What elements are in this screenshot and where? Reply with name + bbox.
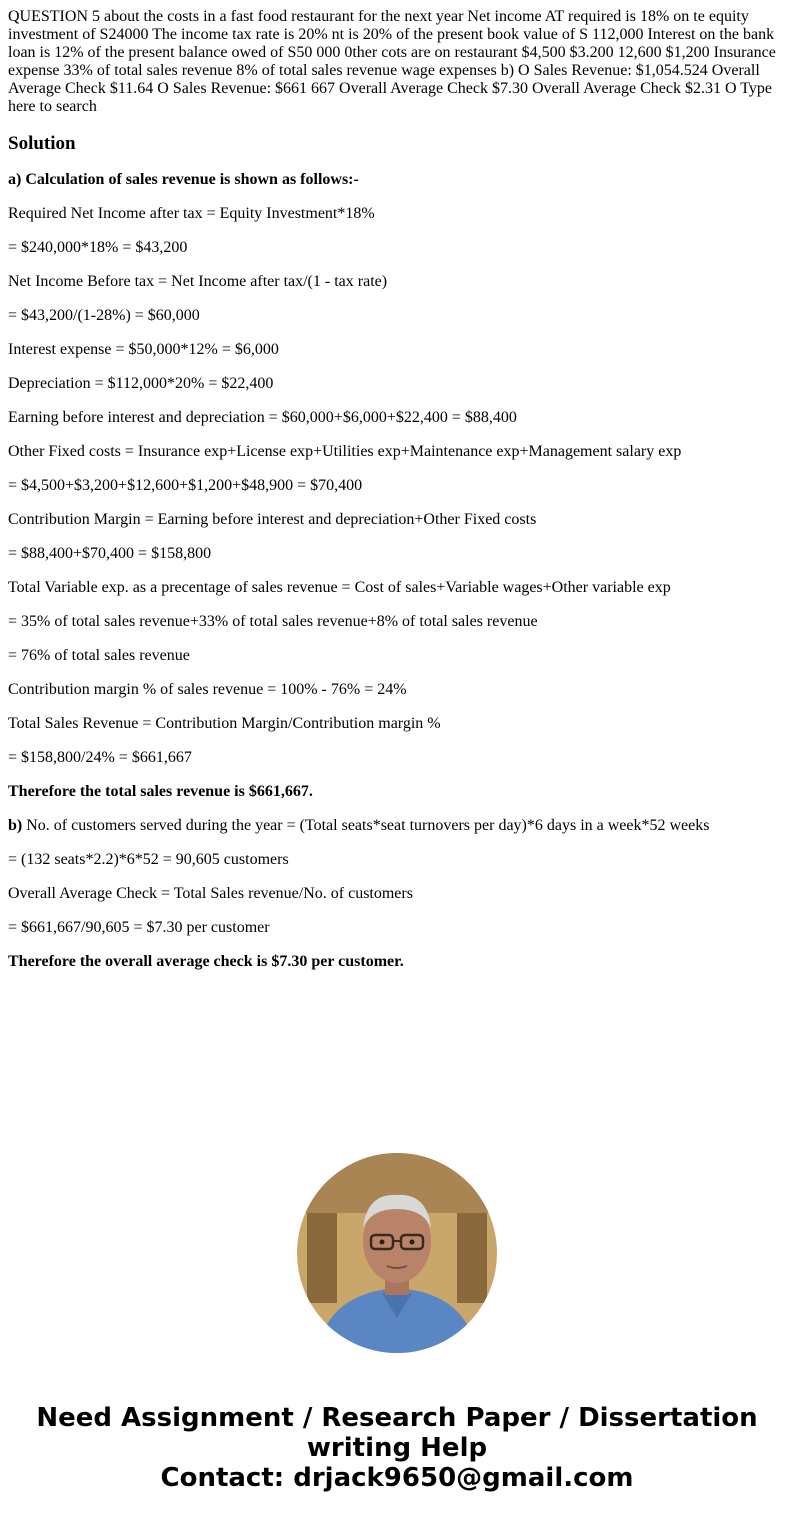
solution-heading: Solution: [8, 133, 76, 154]
part-a-heading: a) Calculation of sales revenue is shown as follows:-: [8, 171, 359, 188]
calc-line: Other Fixed costs = Insurance exp+License exp+Utilities exp+Maintenance exp+Management salary exp: [8, 443, 682, 460]
calc-line: Contribution Margin = Earning before interest and depreciation+Other Fixed costs: [8, 511, 537, 528]
calc-line: Net Income Before tax = Net Income after tax/(1 - tax rate): [8, 273, 388, 290]
part-b-conclusion: Therefore the overall average check is $7.30 per customer.: [8, 953, 404, 970]
question-text: QUESTION 5 about the costs in a fast food restaurant for the next year Net income AT required is 18% on te equity investment of S24000 The income tax rate is 20% nt is 20% of the present book value of S 112,000 Interest on the bank loan is 12% of the present balance owed of S50 000 0ther cots are on restaurant $4,500 $3.200 12,600 $1,200 Insurance expense 33% of total sales revenue 8% of total sales revenue wage expenses b) O Sales Revenue: $1,054.524 Overall Average Check $11.64 O Sales Revenue: $661 667 Overall Average Check $7.30 Overall Average Check $2.31 O Type here to search: [8, 8, 776, 115]
footer-banner: [0, 1403, 794, 1493]
calc-line: Earning before interest and depreciation = $60,000+$6,000+$22,400 = $88,400: [8, 409, 517, 426]
calc-line: = $240,000*18% = $43,200: [8, 239, 188, 256]
calc-line: = $661,667/90,605 = $7.30 per customer: [8, 919, 270, 936]
calc-line: Total Variable exp. as a precentage of sales revenue = Cost of sales+Variable wages+Other variable exp: [8, 579, 671, 596]
author-portrait-icon: [297, 1153, 497, 1353]
calc-line: Depreciation = $112,000*20% = $22,400: [8, 375, 274, 392]
calc-line: = 76% of total sales revenue: [8, 647, 190, 664]
calc-line: = $43,200/(1-28%) = $60,000: [8, 307, 200, 324]
calc-line: Contribution margin % of sales revenue = 100% - 76% = 24%: [8, 681, 407, 698]
part-b-text: No. of customers served during the year = (Total seats*seat turnovers per day)*6 days in a week*52 weeks: [22, 817, 710, 834]
calc-line: = $4,500+$3,200+$12,600+$1,200+$48,900 = $70,400: [8, 477, 363, 494]
calc-line: = (132 seats*2.2)*6*52 = 90,605 customers: [8, 851, 289, 868]
part-b-label: b): [8, 817, 23, 834]
calc-line: Total Sales Revenue = Contribution Margin/Contribution margin %: [8, 715, 441, 732]
document: [8, 8, 784, 971]
calc-line: = $88,400+$70,400 = $158,800: [8, 545, 212, 562]
footer-contact: Contact: drjack9650@gmail.com: [160, 1463, 634, 1493]
calc-line: Overall Average Check = Total Sales revenue/No. of customers: [8, 885, 413, 902]
calc-line: Required Net Income after tax = Equity Investment*18%: [8, 205, 375, 222]
part-a-conclusion: Therefore the total sales revenue is $661,667.: [8, 783, 313, 800]
part-b-intro: [8, 817, 784, 835]
calc-line: Interest expense = $50,000*12% = $6,000: [8, 341, 279, 358]
author-avatar: [297, 1153, 497, 1353]
footer-line-2: writing Help: [306, 1433, 488, 1463]
calc-line: = $158,800/24% = $661,667: [8, 749, 192, 766]
calc-line: = 35% of total sales revenue+33% of total sales revenue+8% of total sales revenue: [8, 613, 538, 630]
footer-line-1: Need Assignment / Research Paper / Dissertation: [36, 1403, 758, 1433]
